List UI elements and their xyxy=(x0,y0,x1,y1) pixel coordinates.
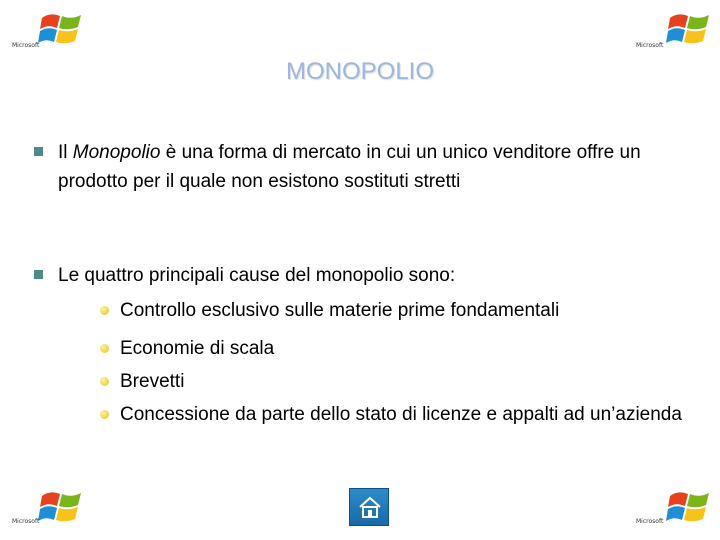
windows-logo-bottom-right xyxy=(632,488,712,536)
cause-text: Concessione da parte dello stato di licenze e appalti ad un’azienda xyxy=(120,404,682,425)
logo-caption: Microsoft xyxy=(636,518,664,525)
cause-text: Economie di scala xyxy=(120,338,275,359)
square-bullet-icon xyxy=(34,270,43,279)
cause-item xyxy=(100,296,700,325)
cause-item xyxy=(100,400,700,429)
windows-logo-top-left xyxy=(8,10,88,58)
home-icon xyxy=(358,495,382,519)
bullet-prefix: Il xyxy=(58,142,73,163)
cause-item xyxy=(100,334,700,363)
windows-flag-icon xyxy=(666,488,712,526)
windows-logo-bottom-left xyxy=(8,488,88,536)
cause-item xyxy=(100,367,700,396)
windows-flag-icon xyxy=(666,10,712,48)
logo-caption: Microsoft xyxy=(636,42,664,49)
cause-text: Controllo esclusivo sulle materie prime fondamentali xyxy=(120,300,560,321)
bullet-definition xyxy=(34,138,694,196)
cause-text: Brevetti xyxy=(120,371,185,392)
bullet-suffix: è una forma di mercato in cui un unico venditore offre un prodotto per il quale non esistono sostituti stretti xyxy=(58,142,641,192)
bullet-causes xyxy=(34,261,694,290)
bullet-text xyxy=(58,138,648,196)
bullet-emphasis: Monopolio xyxy=(72,142,161,163)
round-bullet-icon xyxy=(100,344,109,353)
round-bullet-icon xyxy=(100,410,109,419)
bullet-text: Le quattro principali cause del monopolio sono: xyxy=(58,265,456,286)
round-bullet-icon xyxy=(100,306,109,315)
windows-logo-top-right xyxy=(632,10,712,58)
logo-caption: Microsoft xyxy=(12,518,40,525)
round-bullet-icon xyxy=(100,377,109,386)
slide-title: MONOPOLIO xyxy=(285,58,435,85)
square-bullet-icon xyxy=(34,147,43,156)
home-button[interactable] xyxy=(349,488,389,526)
logo-caption: Microsoft xyxy=(12,42,40,49)
windows-flag-icon xyxy=(38,488,84,526)
windows-flag-icon xyxy=(38,10,84,48)
